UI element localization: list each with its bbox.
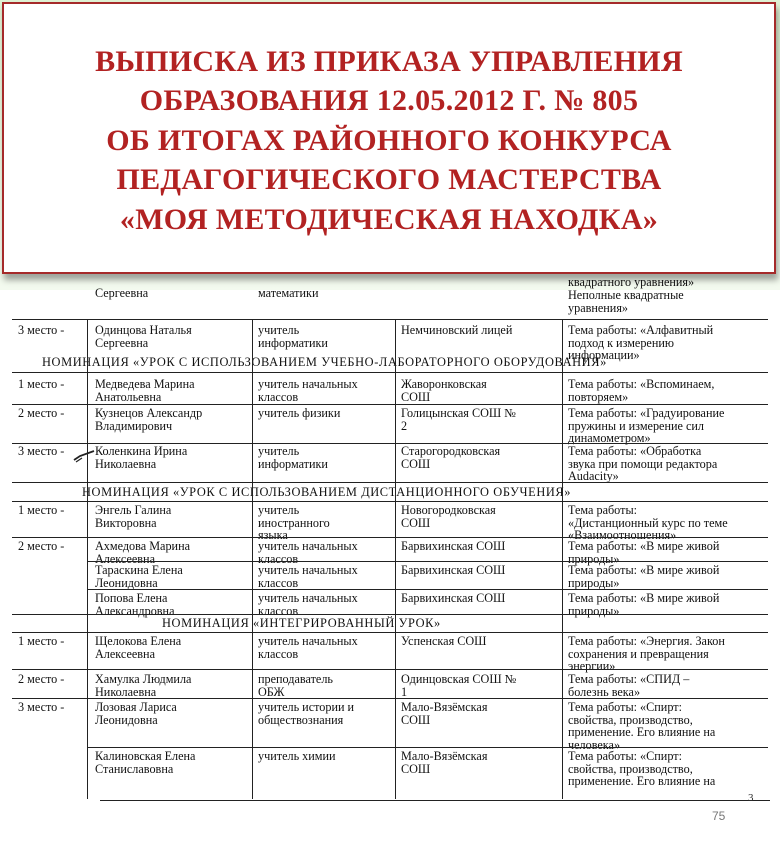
title-line-4: ПЕДАГОГИЧЕСКОГО МАСТЕРСТВА	[116, 163, 662, 197]
title-banner	[2, 2, 776, 274]
title-line-1: ВЫПИСКА ИЗ ПРИКАЗА УПРАВЛЕНИЯ	[95, 45, 683, 78]
row-school-line: Барвихинская СОШ	[401, 539, 506, 553]
row-topic-line: применение. Его влияние на	[568, 774, 716, 789]
row-school-line: СОШ	[401, 761, 431, 776]
row-name-line: Энгель Галина	[95, 503, 172, 517]
row-name-line: Хамулка Людмила	[95, 672, 192, 686]
row-name-line: Владимирович	[95, 418, 173, 433]
row-place: 3 место -	[18, 700, 65, 714]
table-rule	[12, 501, 768, 502]
row-topic-line: человека»	[568, 737, 621, 752]
row-name-line: Алексеевна	[95, 646, 155, 661]
row-position-line: классов	[258, 575, 299, 590]
row-name-line: Кузнецов Александр	[95, 406, 203, 420]
row-topic-line: сохранения и превращения	[568, 646, 709, 661]
row-position-line: учитель начальных	[258, 563, 358, 577]
table-column-rule	[252, 319, 253, 799]
row-school-line: Немчиновский лицей	[401, 323, 513, 337]
row-name-line: Николаевна	[95, 684, 157, 699]
fragment-name: Сергеевна	[95, 286, 149, 300]
fragment-position: математики	[258, 286, 319, 300]
table-rule	[12, 319, 768, 320]
row-topic-line: динамометром»	[568, 431, 651, 446]
row-place: 2 место -	[18, 672, 65, 686]
row-position-line: учитель начальных	[258, 634, 358, 648]
row-topic-line: «Взаимоотношения»	[568, 528, 677, 543]
table-rule	[12, 404, 768, 405]
row-position-line: учитель начальных	[258, 539, 358, 553]
row-name-line: Щелокова Елена	[95, 634, 182, 648]
row-topic-line: Тема работы: «Спирт:	[568, 700, 682, 714]
row-topic-line: Тема работы:	[568, 503, 638, 517]
row-topic-line: природы»	[568, 603, 620, 618]
row-name-line: Николаевна	[95, 456, 157, 471]
row-school-line: Барвихинская СОШ	[401, 591, 506, 605]
row-school-line: Одинцовская СОШ №	[401, 672, 517, 686]
row-name-line: Станиславовна	[95, 761, 174, 776]
table-rule	[12, 482, 768, 483]
row-position-line: учитель истории и	[258, 700, 355, 714]
title-line-5: «МОЯ МЕТОДИЧЕСКАЯ НАХОДКА»	[119, 202, 659, 236]
row-position-line: классов	[258, 646, 299, 661]
table-column-rule	[395, 319, 396, 799]
row-name-line: Ахмедова Марина	[95, 539, 190, 553]
table-rule	[12, 669, 768, 670]
table-rule	[88, 747, 768, 748]
row-topic-line: применение. Его влияние на	[568, 725, 716, 740]
table-rule	[88, 589, 768, 590]
row-place: 2 место -	[18, 406, 65, 420]
row-name-line: Леонидовна	[95, 575, 158, 590]
row-topic-line: Тема работы: «В мире живой	[568, 539, 720, 553]
row-topic-line: болезнь века»	[568, 684, 641, 699]
row-topic-line: природы»	[568, 551, 620, 566]
row-place: 2 место -	[18, 539, 65, 553]
row-school-line: Успенская СОШ	[401, 634, 487, 648]
title-line-2: ОБРАЗОВАНИЯ 12.05.2012 Г. № 805	[139, 84, 639, 118]
table-column-rule	[87, 319, 88, 799]
row-topic-line: Тема работы: «Градуирование	[568, 406, 725, 420]
row-school-line: 2	[401, 418, 408, 433]
row-position-line: учитель	[258, 444, 300, 458]
row-name-line: Медведева Марина	[95, 377, 195, 391]
row-topic-line: подход к измерению	[568, 335, 674, 350]
row-position-line: учитель физики	[258, 406, 341, 420]
row-position-line: ОБЖ	[258, 684, 285, 699]
row-school-line: СОШ	[401, 389, 431, 404]
row-position-line: классов	[258, 603, 299, 618]
row-school-line: 1	[401, 684, 408, 699]
row-school-line: Мало-Вязёмская	[401, 749, 488, 763]
row-school-line: СОШ	[401, 456, 431, 471]
row-topic-line: природы»	[568, 575, 620, 590]
row-school-line: СОШ	[401, 515, 431, 530]
row-place: 1 место -	[18, 634, 65, 648]
row-name-line: Коленкина Ирина	[95, 444, 188, 458]
row-position-line: языка	[258, 528, 288, 543]
row-position-line: обществознания	[258, 712, 344, 727]
row-position-line: учитель химии	[258, 749, 336, 763]
check-mark-icon	[72, 448, 98, 464]
row-school-line: СОШ	[401, 712, 431, 727]
row-topic-line: свойства, производство,	[568, 761, 693, 776]
row-position-line: учитель	[258, 323, 300, 337]
scan-page-number: 3	[748, 792, 754, 804]
row-topic-line: «Дистанционный курс по теме	[568, 515, 728, 530]
row-topic-line: Тема работы: «Вспоминаем,	[568, 377, 715, 391]
nomination-lab-equipment: НОМИНАЦИЯ «УРОК С ИСПОЛЬЗОВАНИЕМ УЧЕБНО-ЛАБОРАТОРНОГО ОБОРУДОВАНИЯ»	[42, 355, 607, 369]
title-line-3: ОБ ИТОГАХ РАЙОННОГО КОНКУРСА	[106, 123, 672, 157]
table-rule	[12, 537, 768, 538]
row-school-line: Барвихинская СОШ	[401, 563, 506, 577]
row-name-line: Попова Елена	[95, 591, 168, 605]
nomination-integrated-lesson: НОМИНАЦИЯ «ИНТЕГРИРОВАННЫЙ УРОК»	[162, 616, 441, 630]
row-place: 1 место -	[18, 377, 65, 391]
table-rule	[88, 561, 768, 562]
row-topic-line: энергии»	[568, 659, 616, 674]
row-school-line: Голицынская СОШ №	[401, 406, 516, 420]
row-topic-line: звука при помощи редактора	[568, 456, 718, 471]
row-name-line: Лозовая Лариса	[95, 700, 177, 714]
slide-page-number: 75	[712, 809, 726, 823]
table-column-rule	[562, 319, 563, 799]
row-topic-line: Тема работы: «СПИД –	[568, 672, 690, 686]
row-name-line: Анатольевна	[95, 389, 162, 404]
row-place: 3 место -	[18, 323, 65, 337]
table-rule	[12, 698, 768, 699]
row-school-line: Жаворонковская	[401, 377, 487, 391]
row-position-line: учитель начальных	[258, 591, 358, 605]
row-position-line: информатики	[258, 335, 328, 350]
row-position-line: классов	[258, 389, 299, 404]
row-position-line: классов	[258, 551, 299, 566]
fragment-topic-1: квадратного уравнения»	[568, 275, 695, 289]
row-school-line: Новогородковская	[401, 503, 496, 517]
row-topic-line: Audacity»	[568, 469, 619, 484]
row-name-line: Одинцова Наталья	[95, 323, 192, 337]
row-position-line: информатики	[258, 456, 328, 471]
fragment-topic-3: уравнения»	[568, 301, 629, 315]
row-school-line: Старогородковская	[401, 444, 501, 458]
table-rule	[12, 614, 768, 615]
row-school-line: Мало-Вязёмская	[401, 700, 488, 714]
table-rule	[12, 632, 768, 633]
row-name-line: Тараскина Елена	[95, 563, 183, 577]
row-position-line: учитель начальных	[258, 377, 358, 391]
row-name-line: Калиновская Елена	[95, 749, 196, 763]
row-topic-line: Тема работы: «В мире живой	[568, 591, 720, 605]
fragment-topic-2: Неполные квадратные	[568, 288, 684, 302]
row-position-line: учитель	[258, 503, 300, 517]
row-name-line: Леонидовна	[95, 712, 158, 727]
table-rule	[12, 443, 768, 444]
row-position-line: преподаватель	[258, 672, 333, 686]
table-rule	[12, 372, 768, 373]
row-place: 1 место -	[18, 503, 65, 517]
row-place: 3 место -	[18, 444, 65, 458]
row-topic-line: пружины и измерение сил	[568, 418, 704, 433]
row-topic-line: Тема работы: «В мире живой	[568, 563, 720, 577]
row-topic-line: Тема работы: «Энергия. Закон	[568, 634, 725, 648]
nomination-distance-learning: НОМИНАЦИЯ «УРОК С ИСПОЛЬЗОВАНИЕМ ДИСТАНЦИОННОГО ОБУЧЕНИЯ»	[82, 485, 572, 499]
table-rule	[100, 800, 770, 801]
row-name-line: Сергеевна	[95, 335, 149, 350]
row-topic-line: Тема работы: «Спирт:	[568, 749, 682, 763]
row-name-line: Алексеевна	[95, 551, 155, 566]
scanned-order-table	[0, 275, 780, 822]
row-topic-line: свойства, производство,	[568, 712, 693, 727]
row-topic-line: Тема работы: «Алфавитный	[568, 323, 714, 337]
row-topic-line: информации»	[568, 348, 640, 363]
row-name-line: Викторовна	[95, 515, 157, 530]
row-position-line: иностранного	[258, 515, 330, 530]
row-topic-line: повторяем»	[568, 389, 629, 404]
row-name-line: Александровна	[95, 603, 175, 618]
row-topic-line: Тема работы: «Обработка	[568, 444, 702, 458]
